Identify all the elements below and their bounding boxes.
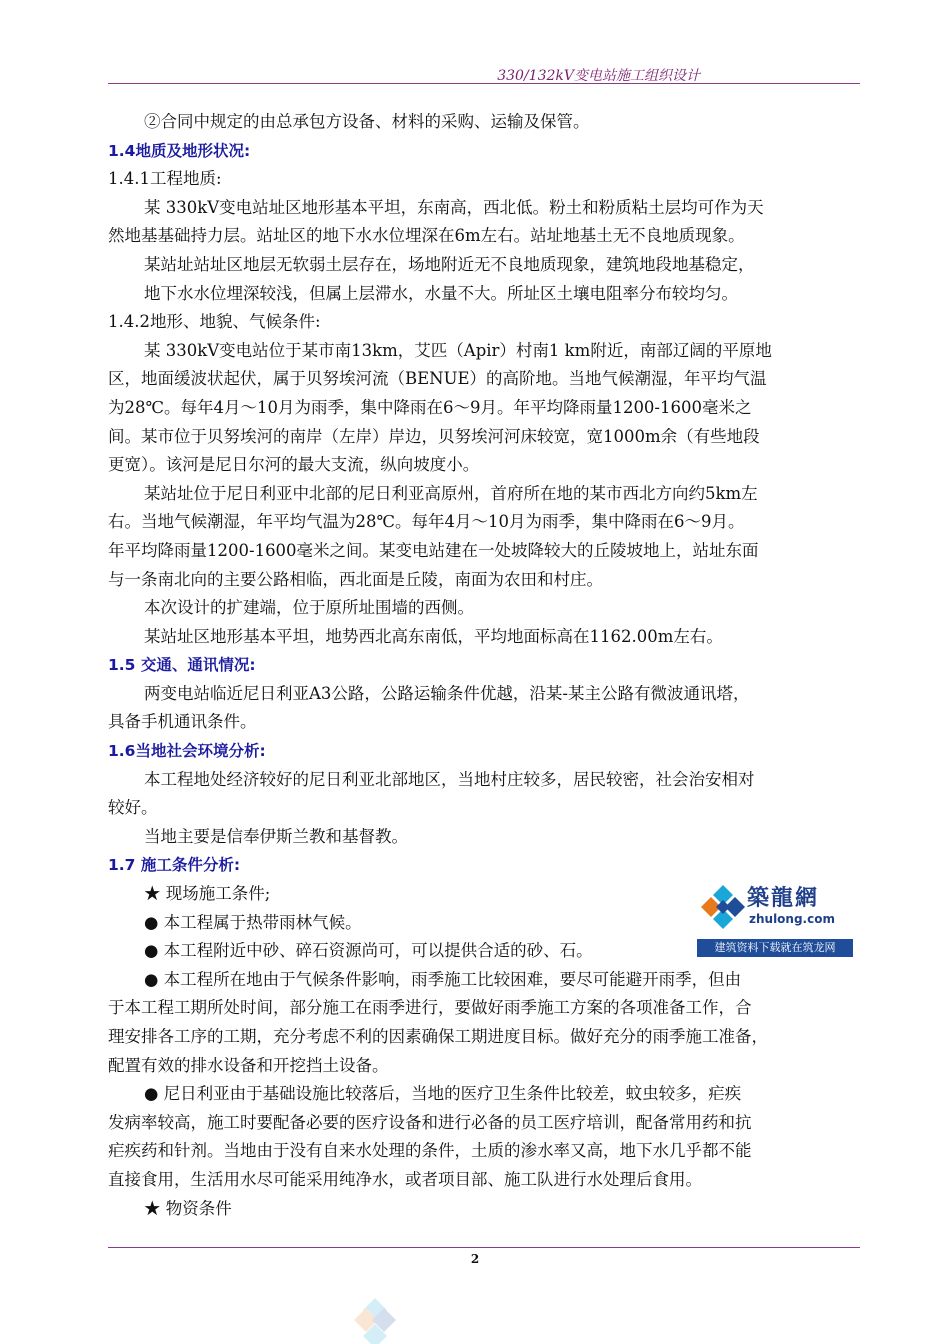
document-header-title: 330/132kV变电站施工组织设计	[497, 68, 700, 84]
logo-name-cn: 築龍網	[747, 885, 820, 911]
text-line: 较好。	[108, 798, 158, 818]
text-line: 配置有效的排水设备和开挖挡土设备。	[108, 1055, 389, 1075]
text-line: 为28℃。每年4月～10月为雨季，集中降雨在6～9月。年平均降雨量1200-1600毫米之	[108, 397, 752, 417]
text-line: 某站址位于尼日利亚中北部的尼日利亚高原州，首府所在地的某市西北方向约5km左	[144, 483, 758, 503]
text-line: ★ 物资条件	[144, 1198, 232, 1218]
text-line: 1.4.1工程地质:	[108, 169, 222, 189]
logo-name-en: zhulong.com	[749, 912, 835, 926]
text-line: 具备手机通讯条件。	[108, 712, 257, 732]
text-line: 某 330kV变电站址区地形基本平坦，东南高，西北低。粉土和粉质粘土层均可作为天	[144, 197, 764, 217]
text-line: 于本工程工期所处时间，部分施工在雨季进行，要做好雨季施工方案的各项准备工作，合	[108, 998, 752, 1018]
text-line: 然地基基础持力层。站址区的地下水水位埋深在6m左右。站址地基土无不良地质现象。	[108, 226, 745, 246]
text-line: 间。某市位于贝努埃河的南岸（左岸）岸边，贝努埃河河床较宽，宽1000m余（有些地段	[108, 426, 760, 446]
text-line: 区，地面缓波状起伏，属于贝努埃河流（BENUE）的高阶地。当地气候潮湿，年平均气温	[108, 369, 767, 389]
text-line: 直接食用，生活用水尽可能采用纯净水，或者项目部、施工队进行水处理后食用。	[108, 1169, 702, 1189]
zhulong-logo	[697, 877, 853, 957]
text-line: 某站址区地形基本平坦，地势西北高东南低，平均地面标高在1162.00m左右。	[144, 626, 723, 646]
header-rule	[108, 83, 860, 84]
text-line: 某 330kV变电站位于某市南13km，艾匹（Apir）村南1 km附近，南部辽阔的平原地	[144, 340, 772, 360]
text-line: 疟疾药和针剂。当地由于没有自来水处理的条件，土质的渗水率又高，地下水几乎都不能	[108, 1141, 752, 1161]
text-line: 发病率较高，施工时要配备必要的医疗设备和进行必备的员工医疗培训，配备常用药和抗	[108, 1112, 752, 1132]
text-line: 地下水水位埋深较浅，但属上层滞水，水量不大。所址区土壤电阻率分布较均匀。	[144, 283, 738, 303]
text-line: ②合同中规定的由总承包方设备、材料的采购、运输及保管。	[144, 112, 590, 131]
zhulong-emblem-icon	[699, 883, 747, 931]
section-heading: 1.6当地社会环境分析:	[108, 742, 266, 761]
text-line: 更宽）。该河是尼日尔河的最大支流，纵向坡度小。	[108, 455, 480, 475]
section-heading: 1.4地质及地形状况:	[108, 141, 251, 160]
watermark-icon	[340, 1296, 410, 1344]
text-line: ● 尼日利亚由于基础设施比较落后，当地的医疗卫生条件比较差，蚊虫较多，疟疾	[144, 1084, 742, 1104]
logo-banner: 建筑资料下载就在筑龙网	[697, 939, 853, 957]
text-line: 年平均降雨量1200-1600毫米之间。某变电站建在一处坡降较大的丘陵坡地上，站址东面	[108, 540, 759, 560]
text-line: 本工程地处经济较好的尼日利亚北部地区，当地村庄较多，居民较密，社会治安相对	[144, 769, 755, 789]
text-line: ★ 现场施工条件;	[144, 884, 271, 904]
page-number: 2	[470, 1252, 480, 1266]
text-line: 某站址站址区地层无软弱土层存在，场地附近无不良地质现象，建筑地段地基稳定，	[144, 254, 755, 274]
text-line: 本次设计的扩建端，位于原所址围墙的西侧。	[144, 598, 474, 618]
section-heading: 1.7 施工条件分析:	[108, 856, 241, 875]
section-heading: 1.5 交通、通讯情况:	[108, 656, 256, 675]
text-line: ● 本工程附近中砂、碎石资源尚可，可以提供合适的砂、石。	[144, 941, 593, 961]
footer-rule	[108, 1247, 860, 1248]
text-line: 两变电站临近尼日利亚A3公路，公路运输条件优越，沿某-某主公路有微波通讯塔，	[144, 683, 750, 703]
document-body	[108, 108, 860, 1223]
text-line: ● 本工程所在地由于气候条件影响，雨季施工比较困难，要尽可能避开雨季，但由	[144, 969, 742, 989]
text-line: 右。当地气候潮湿，年平均气温为28℃。每年4月～10月为雨季，集中降雨在6～9月。	[108, 512, 745, 532]
text-line: 1.4.2地形、地貌、气候条件:	[108, 312, 321, 332]
text-line: 与一条南北向的主要公路相临，西北面是丘陵，南面为农田和村庄。	[108, 569, 603, 589]
text-line: ● 本工程属于热带雨林气候。	[144, 912, 362, 932]
text-line: 理安排各工序的工期，充分考虑不利的因素确保工期进度目标。做好充分的雨季施工准备，	[108, 1027, 768, 1046]
text-line: 当地主要是信奉伊斯兰教和基督教。	[144, 826, 408, 846]
